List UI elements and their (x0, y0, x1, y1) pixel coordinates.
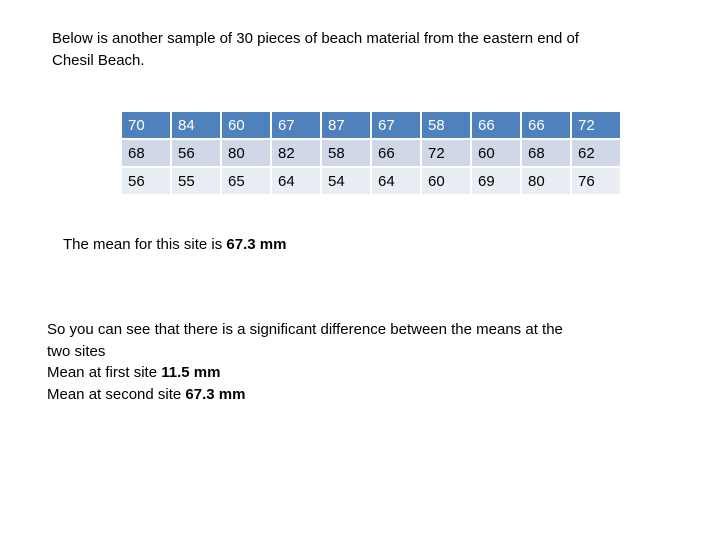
table-cell: 56 (172, 140, 220, 166)
conclusion-line-1: So you can see that there is a significant difference between the means at the (47, 321, 563, 338)
table-cell: 60 (422, 168, 470, 194)
table-cell: 84 (172, 112, 220, 138)
table-cell: 87 (322, 112, 370, 138)
second-site-mean-prefix: Mean at second site (47, 385, 186, 403)
table-cell: 55 (172, 168, 220, 194)
table-cell: 76 (572, 168, 620, 194)
table-cell: 54 (322, 168, 370, 194)
intro-text (52, 28, 652, 72)
table-cell: 66 (372, 140, 420, 166)
table-cell: 62 (572, 140, 620, 166)
table-cell: 67 (372, 112, 420, 138)
conclusion-text (47, 319, 647, 405)
mean-statement-prefix: The mean for this site is (63, 236, 227, 253)
intro-line-2: Chesil Beach. (52, 52, 145, 69)
table-cell: 80 (222, 140, 270, 166)
table-cell: 68 (522, 140, 570, 166)
table-cell: 66 (472, 112, 520, 138)
table-cell: 60 (472, 140, 520, 166)
table-cell: 66 (522, 112, 570, 138)
table-cell: 70 (122, 112, 170, 138)
table-row (122, 168, 620, 194)
second-site-mean (47, 384, 647, 406)
table-cell: 60 (222, 112, 270, 138)
second-site-mean-value: 67.3 mm (185, 385, 246, 403)
first-site-mean-prefix: Mean at first site (47, 364, 162, 381)
intro-line-1: Below is another sample of 30 pieces of beach material from the eastern end of (52, 30, 579, 47)
table-cell: 82 (272, 140, 320, 166)
table-cell: 68 (122, 140, 170, 166)
table-row (122, 112, 620, 138)
table-cell: 64 (372, 168, 420, 194)
first-site-mean (47, 362, 647, 384)
table-cell: 58 (322, 140, 370, 166)
sample-table (120, 110, 622, 196)
table-cell: 58 (422, 112, 470, 138)
first-site-mean-value: 11.5 mm (161, 364, 221, 381)
table-cell: 80 (522, 168, 570, 194)
table-cell: 56 (122, 168, 170, 194)
table-cell: 64 (272, 168, 320, 194)
table-cell: 72 (572, 112, 620, 138)
table-cell: 72 (422, 140, 470, 166)
mean-statement (63, 235, 286, 255)
table-row (122, 140, 620, 166)
table-cell: 67 (272, 112, 320, 138)
mean-statement-value: 67.3 mm (226, 236, 287, 253)
table-cell: 65 (222, 168, 270, 194)
table-cell: 69 (472, 168, 520, 194)
conclusion-line-2: two sites (47, 342, 106, 360)
